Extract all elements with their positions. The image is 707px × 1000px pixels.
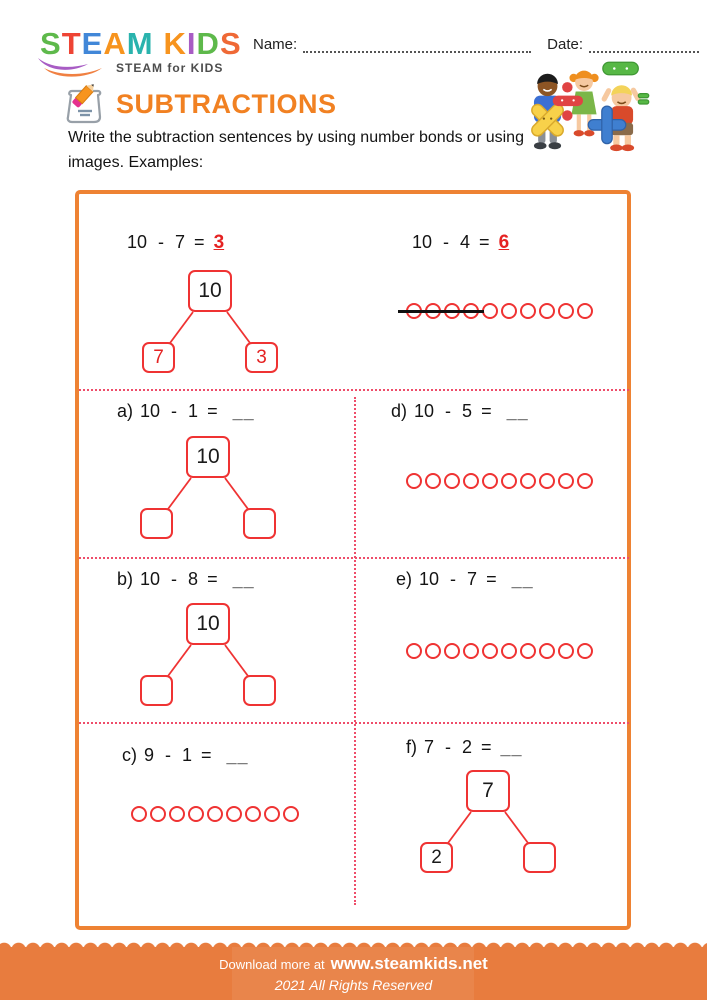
name-input-line[interactable] — [303, 37, 531, 53]
minuend: 10 — [127, 232, 148, 252]
equals-sign: = — [201, 745, 212, 765]
problem-label: a) — [117, 401, 134, 421]
logo-word-kids: KIDS — [163, 26, 242, 61]
bond-part-box-left[interactable] — [140, 508, 173, 539]
bond-part-box-left: 2 — [420, 842, 453, 873]
bond-whole-box: 7 — [466, 770, 510, 812]
equals-sign: = — [207, 401, 218, 421]
minus-sign: - — [158, 232, 165, 252]
minus-sign: - — [165, 745, 172, 765]
minuend: 10 — [140, 401, 161, 421]
page-title: SUBTRACTIONS — [116, 88, 337, 119]
minus-sign: - — [445, 401, 452, 421]
minuend: 10 — [140, 569, 161, 589]
problem-label: d) — [391, 401, 408, 421]
logo-tagline: STEAM for KIDS — [116, 61, 224, 75]
bond-part-box-left[interactable] — [140, 675, 173, 706]
answer-blank[interactable]: __ — [232, 402, 255, 422]
counting-circles-e[interactable] — [406, 643, 593, 660]
subtrahend: 7 — [175, 232, 186, 252]
equals-sign: = — [481, 737, 492, 757]
subtrahend: 2 — [462, 737, 473, 757]
date-label: Date: — [547, 36, 584, 53]
name-label: Name: — [253, 36, 298, 53]
pencil-paper-icon — [62, 84, 108, 124]
subtrahend: 4 — [460, 232, 471, 252]
equals-sign: = — [486, 569, 497, 589]
date-input-line[interactable] — [589, 37, 699, 53]
example-answer: 6 — [498, 232, 510, 253]
kids-math-symbols-illustration — [514, 56, 652, 152]
subtrahend: 8 — [188, 569, 199, 589]
minuend: 7 — [424, 737, 435, 757]
footer-download-line — [0, 954, 707, 974]
bond-part-box-right[interactable] — [243, 675, 276, 706]
problem-f-equation — [406, 737, 523, 758]
answer-blank[interactable]: __ — [506, 402, 529, 422]
minuend: 9 — [144, 745, 155, 765]
row-divider-1 — [79, 389, 629, 391]
footer-band — [0, 947, 707, 1000]
bond-part-box-right: 3 — [245, 342, 278, 373]
minus-sign: - — [171, 569, 178, 589]
footer-website-link[interactable]: www.steamkids.net — [330, 954, 488, 973]
bond-whole-box: 10 — [186, 436, 230, 478]
example-equation-bond — [127, 232, 224, 254]
minuend: 10 — [419, 569, 440, 589]
bond-whole-box: 10 — [186, 603, 230, 645]
counting-circles-d[interactable] — [406, 473, 593, 490]
bond-part-box-right[interactable] — [243, 508, 276, 539]
problem-label: f) — [406, 737, 417, 757]
example-answer: 3 — [213, 232, 225, 253]
bond-part-box-right[interactable] — [523, 842, 556, 873]
footer-download-text: Download more at — [219, 957, 325, 972]
number-bond-example — [130, 270, 290, 378]
number-bond-b — [128, 603, 288, 711]
minus-sign: - — [450, 569, 457, 589]
problem-e-equation — [396, 569, 534, 590]
answer-blank[interactable]: __ — [500, 738, 523, 758]
minus-sign: - — [443, 232, 450, 252]
answer-blank[interactable]: __ — [232, 570, 255, 590]
problem-c-equation — [122, 745, 249, 766]
subtrahend: 7 — [467, 569, 478, 589]
number-bond-f — [408, 770, 568, 878]
equals-sign: = — [479, 232, 490, 252]
example-equation-circles — [412, 232, 509, 254]
subtrahend: 1 — [182, 745, 193, 765]
minuend: 10 — [412, 232, 433, 252]
answer-blank[interactable]: __ — [226, 746, 249, 766]
logo-word-steam: STEAM — [40, 26, 154, 61]
equals-sign: = — [481, 401, 492, 421]
footer-rights-text: 2021 All Rights Reserved — [274, 977, 433, 993]
problem-b-equation — [117, 569, 255, 590]
problem-label: e) — [396, 569, 413, 589]
counting-circles-c[interactable] — [131, 806, 299, 823]
subtrahend: 1 — [188, 401, 199, 421]
equals-sign: = — [207, 569, 218, 589]
bond-whole-box: 10 — [188, 270, 232, 312]
answer-blank[interactable]: __ — [511, 570, 534, 590]
equals-sign: = — [194, 232, 205, 252]
instructions-text: Write the subtraction sentences by using number bonds or using images. Examples: — [68, 129, 524, 171]
title-row — [62, 84, 337, 124]
number-bond-a — [128, 436, 288, 544]
minus-sign: - — [171, 401, 178, 421]
name-date-row — [253, 36, 699, 53]
minuend: 10 — [414, 401, 435, 421]
steamkids-logo — [40, 28, 240, 80]
bond-part-box-left: 7 — [142, 342, 175, 373]
counting-circles-example — [406, 303, 593, 320]
problem-label: b) — [117, 569, 134, 589]
logo-wordmark — [40, 28, 240, 59]
problem-label: c) — [122, 745, 137, 765]
problem-d-equation — [391, 401, 529, 422]
column-divider — [354, 397, 356, 905]
problem-a-equation — [117, 401, 255, 422]
minus-sign: - — [445, 737, 452, 757]
subtrahend: 5 — [462, 401, 473, 421]
